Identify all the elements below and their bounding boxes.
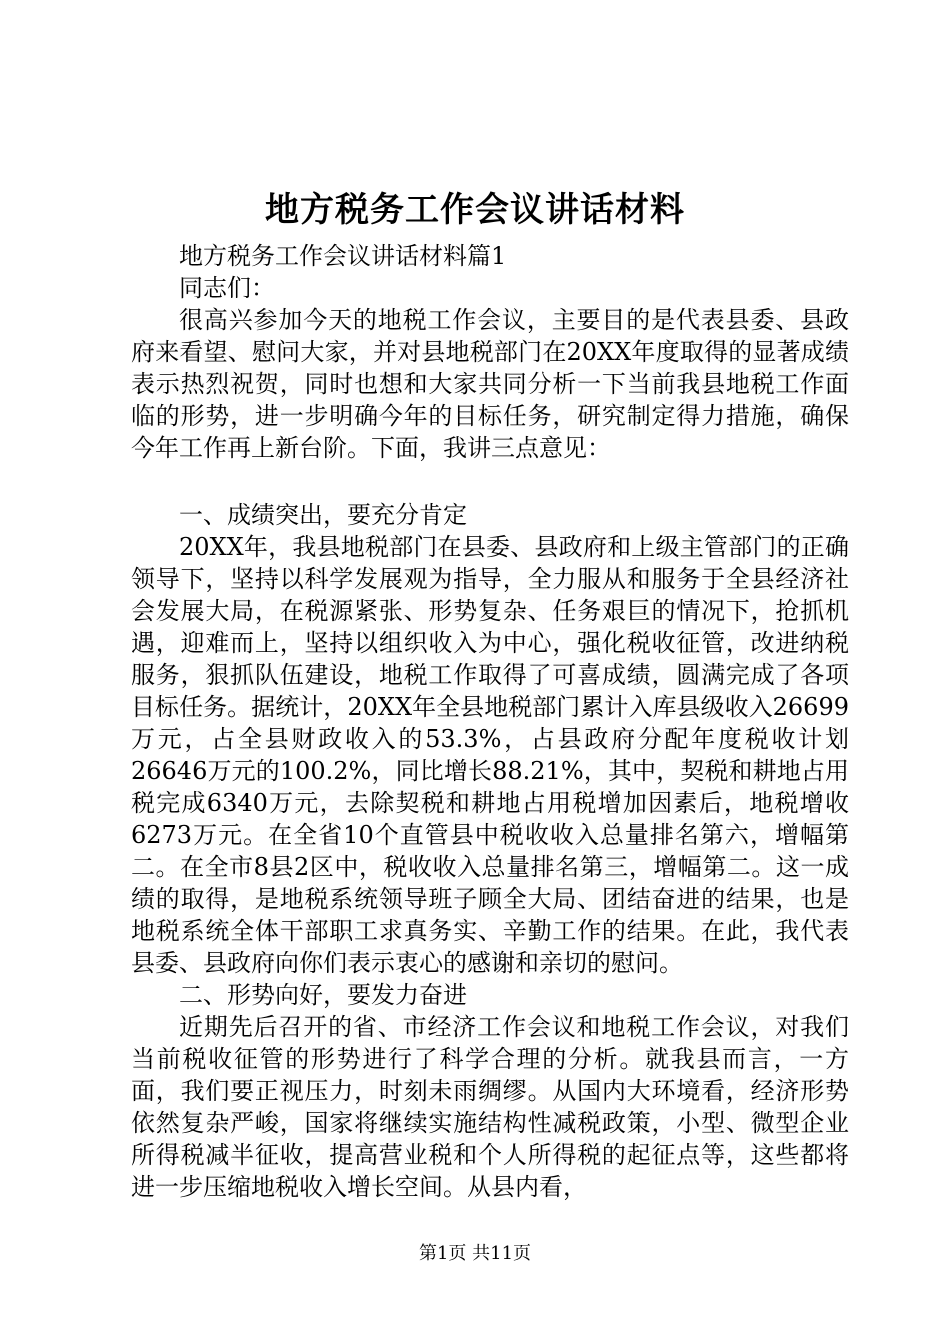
paragraph-situation: 近期先后召开的省、市经济工作会议和地税工作会议，对我们当前税收征管的形势进行了科学合理的分析。就我县而言，一方面，我们要正视压力，时刻未雨绸缪。从国内大环境看，经济形势依然复杂严峻，国家将继续实施结构性减税政策，小型、微型企业所得税减半征收，提高营业税和个人所得税的起征点等，这些都将进一步压缩地税收入增长空间。从县内看， — [131, 1013, 849, 1201]
heading-two: 二、形势向好，要发力奋进 — [179, 981, 467, 1009]
paragraph-achievements: 20XX年，我县地税部门在县委、县政府和上级主管部门的正确领导下，坚持以科学发展观为指导，全力服从和服务于全县经济社会发展大局，在税源紧张、形势复杂、任务艰巨的情况下，抢抓机遇，迎难而上，坚持以组织收入为中心，强化税收征管，改进纳税服务，狠抓队伍建设，地税工作取得了可喜成绩，圆满完成了各项目标任务。据统计，20XX年全县地税部门累计入库县级收入26699万元，占全县财政收入的53.3%，占县政府分配年度税收计划26646万元的100.2%，同比增长88.21%，其中，契税和耕地占用税完成6340万元，去除契税和耕地占用税增加因素后，地税增收6273万元。在全省10个直管县中税收收入总量排名第六，增幅第二。在全市8县2区中，税收收入总量排名第三，增幅第二。这一成绩的取得，是地税系统领导班子顾全大局、团结奋进的结果，也是地税系统全体干部职工求真务实、辛勤工作的结果。在此，我代表县委、县政府向你们表示衷心的感谢和亲切的慰问。 — [131, 533, 849, 977]
heading-one: 一、成绩突出，要充分肯定 — [179, 501, 467, 529]
salutation: 同志们： — [179, 274, 275, 302]
page-number-footer: 第1页 共11页 — [418, 1243, 532, 1264]
document-title: 地方税务工作会议讲话材料 — [265, 190, 685, 230]
intro-paragraph: 很高兴参加今天的地税工作会议，主要目的是代表县委、县政府来看望、慰问大家，并对县地税部门在20XX年度取得的显著成绩表示热烈祝贺，同时也想和大家共同分析一下当前我县地税工作面临的形势，进一步明确今年的目标任务，研究制定得力措施，确保今年工作再上新台阶。下面，我讲三点意见： — [131, 306, 849, 462]
section-subtitle: 地方税务工作会议讲话材料篇1 — [179, 242, 507, 270]
document-body — [131, 240, 849, 1203]
